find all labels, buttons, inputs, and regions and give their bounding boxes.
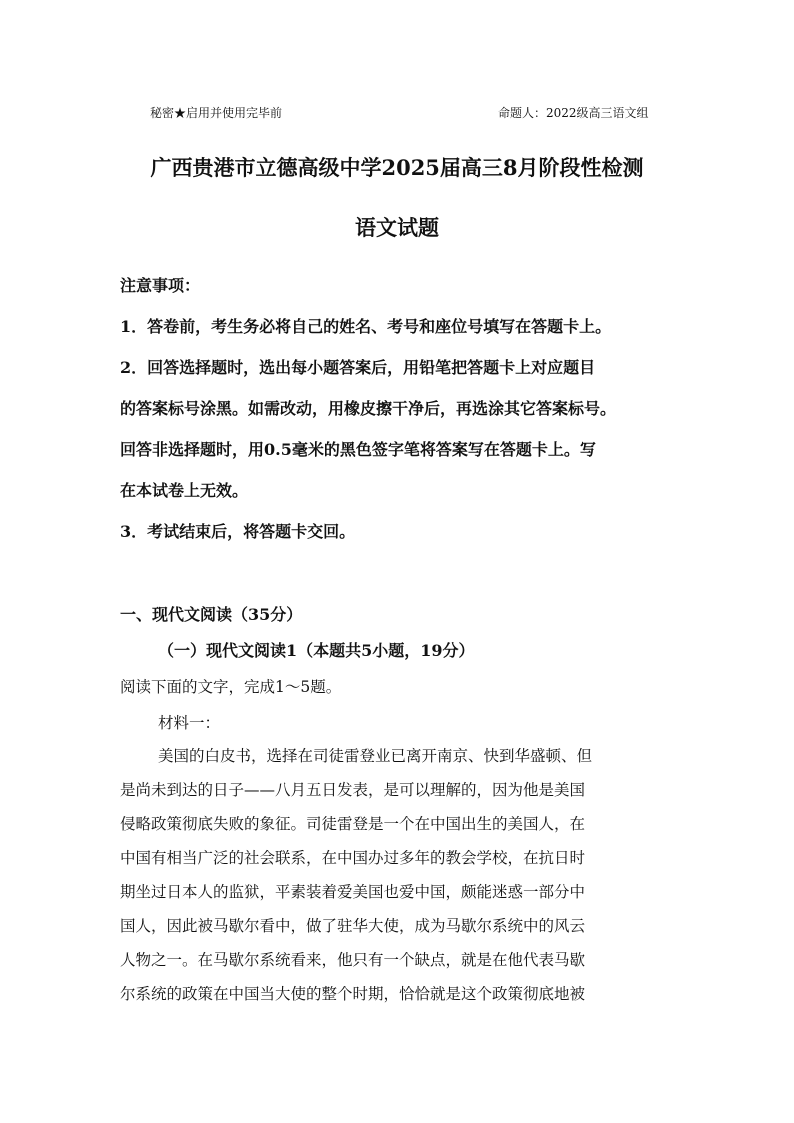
section-instruction: 阅读下面的文字，完成1～5题。 — [120, 678, 342, 696]
passage-line: 是尚未到达的日子——八月五日发表，是可以理解的，因为他是美国 — [120, 781, 586, 799]
section-title: 一、现代文阅读（35分） — [120, 605, 303, 624]
passage-line: 国人，因此被马歇尔看中，做了驻华大使，成为马歇尔系统中的风云 — [120, 917, 586, 935]
notice-line: 2．回答选择题时，选出每小题答案后，用铅笔把答题卡上对应题目 — [120, 358, 596, 377]
notice-line: 回答非选择题时，用0.5毫米的黑色签字笔将答案写在答题卡上。写 — [120, 440, 596, 459]
material-label: 材料一： — [158, 714, 221, 732]
passage-line: 中国有相当广泛的社会联系，在中国办过多年的教会学校，在抗日时 — [120, 849, 586, 867]
notice-line: 3．考试结束后，将答题卡交回。 — [120, 522, 356, 541]
passage-line: 侵略政策彻底失败的象征。司徒雷登是一个在中国出生的美国人，在 — [120, 815, 586, 833]
header-author: 命题人：2022级高三语文组 — [498, 106, 649, 120]
passage-line: 尔系统的政策在中国当大使的整个时期，恰恰就是这个政策彻底地被 — [120, 985, 586, 1003]
exam-title: 广西贵港市立德高级中学2025届高三8月阶段性检测 — [150, 155, 644, 180]
section-subtitle: （一）现代文阅读1（本题共5小题，19分） — [158, 641, 475, 660]
passage-line: 人物之一。在马歇尔系统看来，他只有一个缺点，就是在他代表马歇 — [120, 951, 586, 969]
exam-subject: 语文试题 — [355, 215, 439, 240]
notice-heading: 注意事项： — [120, 276, 201, 295]
header-confidential: 秘密★启用并使用完毕前 — [150, 106, 283, 120]
passage-line: 期坐过日本人的监狱，平素装着爱美国也爱中国，颇能迷惑一部分中 — [120, 883, 586, 901]
passage-line: 美国的白皮书，选择在司徒雷登业已离开南京、快到华盛顿、但 — [158, 747, 593, 765]
notice-line: 1．答卷前，考生务必将自己的姓名、考号和座位号填写在答题卡上。 — [120, 317, 612, 336]
notice-line: 的答案标号涂黑。如需改动，用橡皮擦干净后，再选涂其它答案标号。 — [120, 399, 617, 418]
notice-line: 在本试卷上无效。 — [120, 481, 249, 500]
